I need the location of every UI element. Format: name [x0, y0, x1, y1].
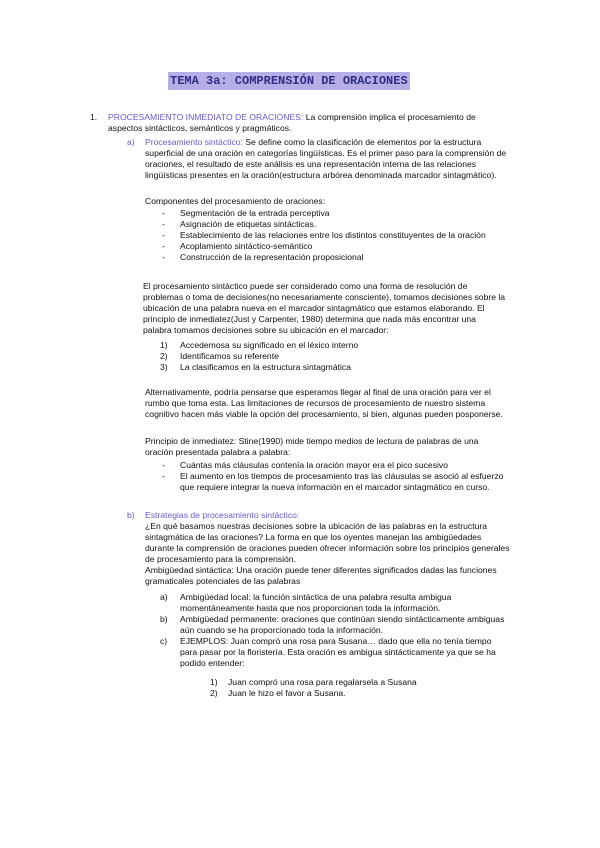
list-item: - Asignación de etiquetas sintácticas.	[162, 219, 317, 229]
paragraph-line: Alternativamente, podría pensarse que esperamos llegar al final de una oración para ver el	[145, 387, 491, 397]
page-title: TEMA 3a: COMPRENSIÓN DE ORACIONES	[170, 74, 408, 88]
list-item: - Establecimiento de las relaciones entre los distintos constituyentes de la oración	[162, 230, 486, 240]
list-item-continuation: momentáneamente hasta que nos proporcionan toda la información.	[180, 603, 441, 613]
list-item: - Construcción de la representación proposicional	[162, 252, 364, 262]
sub-a-paragraph	[145, 137, 565, 181]
decision-steps	[160, 340, 560, 373]
list-item-continuation: que requiere integrar la nueva información en el marcador sintagmático en curso.	[180, 482, 490, 492]
paragraph-line: problemas o toma de decisiones(no necesariamente consciente), tomamos decisiones sobre la	[143, 292, 506, 302]
list-item: - El aumento en los tiempos de procesamiento tras las cláusulas se asoció al esfuerzo	[162, 471, 504, 481]
section-1-intro-line2: aspectos sintácticos, semánticos y pragmáticos.	[108, 123, 292, 133]
list-item: c) EJEMPLOS: Juan compró una rosa para Susana… dado que ella no tenía tiempo	[160, 636, 492, 646]
paragraph-line: de procesamiento para la comprensión.	[145, 554, 296, 564]
decision-paragraph	[143, 281, 563, 336]
list-item: 1) Accedemosa su significado en el léxico interno	[160, 340, 359, 350]
sub-b-mark: b)	[127, 510, 135, 520]
list-item-continuation: podido entender:	[180, 658, 245, 668]
sub-a-line: superficial de una oración en categorías lingüísticas. Es el primer paso para la comprensión de	[145, 148, 507, 158]
sub-a-mark: a)	[127, 137, 135, 147]
list-item-continuation: aún cuando se ha proporcionado toda la información.	[180, 625, 384, 635]
principle-list	[162, 460, 562, 493]
section-1-heading: PROCESAMIENTO INMEDIATO DE ORACIONES:	[108, 112, 304, 122]
paragraph-line: Ambigüedad sintáctica: Una oración puede tener diferentes significados dadas las funciones	[145, 565, 497, 575]
paragraph-line: sintagmática de las oraciones? La forma en que los oyentes manejan las ambigüedades	[145, 532, 482, 542]
list-item: - Cuántas más cláusulas contenía la oración mayor era el pico sucesivo	[162, 460, 448, 470]
paragraph-line: El procesamiento sintáctico puede ser considerado como una forma de resolución de	[143, 281, 468, 291]
alternative-paragraph	[145, 387, 565, 420]
ambiguity-list	[160, 592, 560, 669]
paragraph-line: durante la comprensión de oraciones pueden ofrecer información sobre los principios generales	[145, 543, 510, 553]
example-list	[210, 677, 510, 699]
paragraph-line: ¿En qué basamos nuestras decisiones sobre la ubicación de las palabras en la estructura	[145, 521, 488, 531]
paragraph-line: palabra tomamos decisiones sobre su ubicación en el marcador:	[143, 325, 389, 335]
list-item: - Acoplamiento sintáctico-semántico	[162, 241, 313, 251]
sub-a-line: lingüísticas presentes en la oración(estructura arbórea denominada marcador sintagmático).	[145, 170, 497, 180]
components-list	[162, 208, 562, 263]
sub-b-heading: Estrategias de procesamiento sintáctico:	[145, 510, 300, 520]
sub-b-paragraph	[145, 521, 565, 587]
paragraph-line: Principio de inmediatez: Stine(1990) mide tiempo medios de lectura de palabras de una	[145, 436, 479, 446]
section-1-intro	[108, 112, 568, 134]
list-item: 2) Juan le hizo el favor a Susana.	[210, 688, 346, 698]
section-1-intro-text: La comprensión implica el procesamiento de	[303, 112, 476, 122]
list-item: b) Ambigüedad permanente: oraciones que continúan siendo sintácticamente ambiguas	[160, 614, 505, 624]
paragraph-line: ubicación de una palabra nueva en el marcador sintagmático que estamos elaborando. El	[143, 303, 485, 313]
sub-a-heading: Procesamiento sintáctico:	[145, 137, 243, 147]
sub-a-line: oraciones, el resultado de este análisis es una representación interna de las relaciones	[145, 159, 477, 169]
paragraph-line: rumbo que toma esta. Las limitaciones de recursos de procesamiento de nuestro sistema	[145, 398, 486, 408]
list-item: 3) La clasificamos en la estructura sintagmática	[160, 362, 351, 372]
section-1-number: 1.	[90, 112, 98, 122]
list-item: - Segmentación de la entrada perceptiva	[162, 208, 330, 218]
paragraph-line: gramaticales potenciales de las palabras	[145, 576, 301, 586]
paragraph-line: cognitivo hacen más viable la opción del procesamiento, si bien, algunas pueden posponerse.	[145, 409, 503, 419]
list-item: 2) Identificamos su referente	[160, 351, 279, 361]
paragraph-line: oración presentada palabra a palabra:	[145, 447, 291, 457]
list-item: 1) Juan compró una rosa para regalarsela a Susana	[210, 677, 417, 687]
list-item-continuation: para pasar por la floristería. Esta oración es ambigua sintácticamente ya que se ha	[180, 647, 496, 657]
components-heading: Componentes del procesamiento de oraciones:	[145, 196, 326, 206]
sub-a-text: Se define como la clasificación de elementos por la estructura	[242, 137, 482, 147]
list-item: a) Ambigüedad local: la función sintáctica de una palabra resulta ambigua	[160, 592, 452, 602]
principle-paragraph	[145, 436, 565, 458]
paragraph-line: principio de inmediatez(Just y Carpenter, 1980) determina que nada más encontrar una	[143, 314, 476, 324]
